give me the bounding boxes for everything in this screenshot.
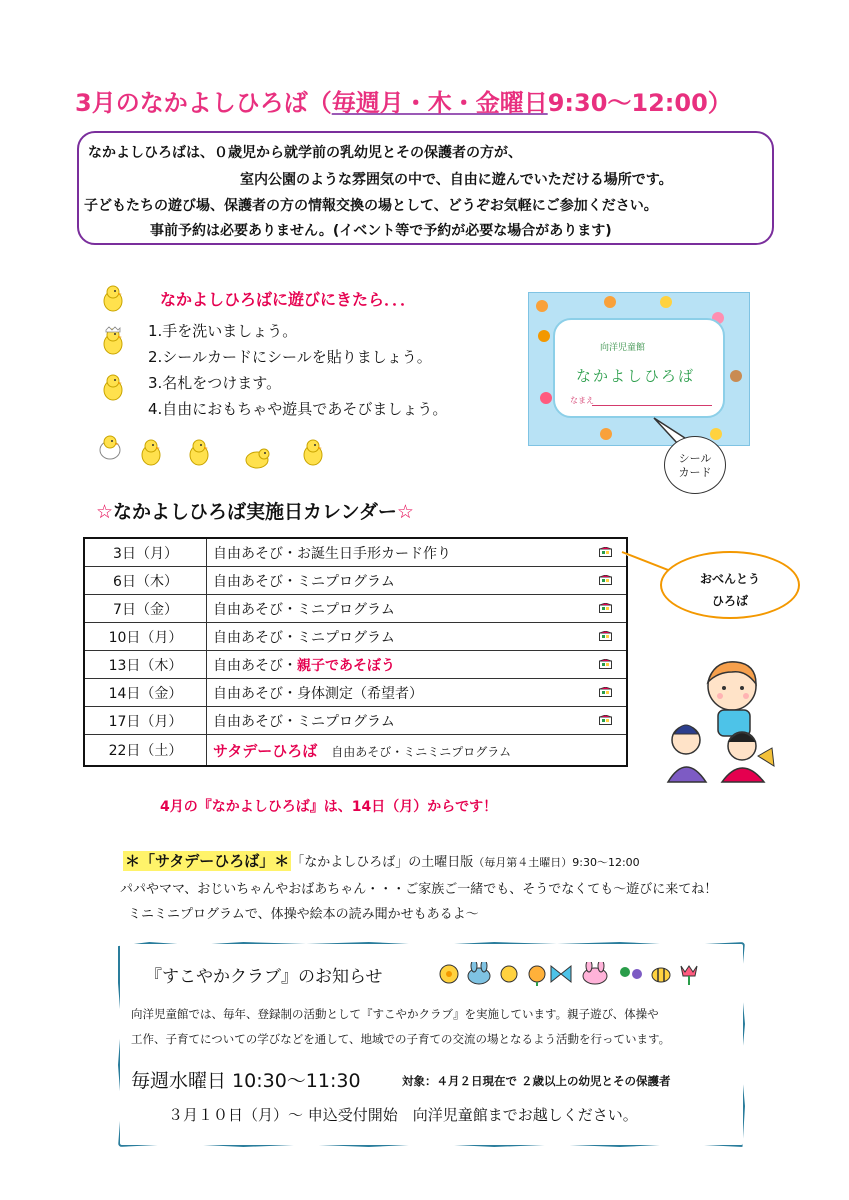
- tulip-icon: [681, 966, 697, 985]
- flower-icon: [440, 965, 458, 983]
- bento-icon: [599, 687, 612, 697]
- star-icon: ☆: [96, 501, 114, 523]
- rabbit-icon: [583, 962, 607, 984]
- calendar-date: 13日（木）: [84, 651, 207, 679]
- saturday-line: [123, 850, 640, 871]
- bento-icon: [599, 715, 612, 725]
- seal-bubble-line: カード: [678, 466, 712, 479]
- calendar-activity: 自由あそび・身体測定（希望者）: [213, 685, 423, 702]
- calendar-activity: 自由あそび・ミニプログラム: [213, 629, 395, 646]
- calendar-row: [84, 651, 627, 679]
- bento-icon: [599, 547, 612, 557]
- chick-icon: [186, 437, 212, 467]
- page-title: [75, 83, 732, 118]
- chick-icon: [97, 430, 123, 460]
- calendar-activity: 自由あそび・ミニプログラム: [213, 713, 395, 730]
- seal-card-name: なかよしひろば: [576, 367, 696, 385]
- bento-bubble-line: おべんとう: [699, 572, 760, 586]
- calendar-date: 22日（土）: [84, 735, 207, 767]
- april-note: 4月の『なかよしひろば』は、14日（月）からです！: [160, 799, 498, 815]
- calendar-activity: 自由あそび・お誕生日手形カード作り: [213, 545, 451, 562]
- cat-icon: [600, 428, 612, 440]
- child-icon: [538, 330, 550, 342]
- club-decor-icons: [437, 962, 717, 986]
- club-schedule: 毎週水曜日 10:30〜11:30: [131, 1070, 361, 1092]
- calendar-row: [84, 595, 627, 623]
- bear-icon: [730, 370, 742, 382]
- saturday-desc-small: （毎月第４土曜日）9:30〜12:00: [473, 856, 640, 869]
- rule-item: 1.手を洗いましょう。: [148, 322, 298, 340]
- cat-icon: [536, 300, 548, 312]
- flower-icon: [620, 967, 642, 979]
- chick-icon: [100, 372, 126, 402]
- bee-icon: [652, 968, 670, 982]
- bento-icon: [599, 659, 612, 669]
- calendar-activity-cell: [207, 735, 627, 767]
- chick-icon: [501, 966, 517, 982]
- bento-icon: [599, 575, 612, 585]
- calendar-heading: [96, 497, 414, 524]
- rule-item: 4.自由におもちゃや遊具であそびましょう。: [148, 400, 448, 418]
- club-target: 対象：４月２日現在で ２歳以上の幼児とその保護者: [402, 1074, 671, 1088]
- calendar-activity-cell: [207, 651, 627, 679]
- calendar-row: [84, 567, 627, 595]
- calendar-date: 3日（月）: [84, 538, 207, 567]
- seal-card-name-label: なまえ: [570, 396, 594, 405]
- chick-icon: [244, 440, 270, 470]
- saturday-line-3: ミニミニプログラムで、体操や絵本の読み聞かせもあるよ〜: [128, 907, 479, 922]
- calendar-activity: 自由あそび・ミニプログラム: [213, 573, 395, 590]
- calendar-activity: 自由あそび・ミニプログラム: [213, 601, 395, 618]
- calendar-date: 14日（金）: [84, 679, 207, 707]
- flower-icon: [540, 392, 552, 404]
- bento-icon: [599, 603, 612, 613]
- calendar-date: 7日（金）: [84, 595, 207, 623]
- star-icon: ☆: [396, 501, 414, 523]
- calendar-row: [84, 735, 627, 767]
- flower-icon: [710, 428, 722, 440]
- seal-bubble-text: [668, 452, 722, 480]
- rule-item: 3.名札をつけます。: [148, 374, 282, 392]
- saturday-line-2: パパやママ、おじいちゃんやおばあちゃん・・・ご家族ご一緒でも、そうでなくても〜遊びに来てね！: [120, 882, 718, 897]
- calendar-highlight: サタデーひろば: [213, 741, 318, 760]
- calendar-table: [83, 537, 628, 767]
- seal-bubble-line: シール: [678, 452, 712, 465]
- intro-line-2: 室内公園のような雰囲気の中で、自由に遊んでいただける場所です。: [240, 172, 673, 188]
- bear-icon: [604, 296, 616, 308]
- bento-bubble-line: ひろば: [711, 594, 748, 608]
- calendar-row: [84, 679, 627, 707]
- title-days: 毎週月・木・金曜日: [331, 89, 548, 117]
- rabbit-icon: [468, 962, 490, 984]
- saturday-desc: 「なかよしひろば」の土曜日版: [291, 855, 474, 870]
- rule-item: 2.シールカードにシールを貼りましょう。: [148, 348, 432, 366]
- title-main: 3月のなかよしひろば: [75, 89, 308, 117]
- butterfly-icon: [551, 966, 571, 982]
- calendar-date: 6日（木）: [84, 567, 207, 595]
- calendar-activity: 自由あそび・ミニミニプログラム: [331, 744, 512, 759]
- club-text-1: 向洋児童館では、毎年、登録制の活動として『すこやかクラブ』を実施しています。親子遊び、体操や: [131, 1007, 659, 1021]
- club-text-2: 工作、子育てについての学びなどを通して、地域での子育ての交流の場となるよう活動を行っています。: [131, 1032, 671, 1046]
- calendar-activity-cell: [207, 567, 627, 595]
- calendar-activity-cell: [207, 538, 627, 567]
- intro-line-1: なかよしひろばは、０歳児から就学前の乳幼児とその保護者の方が、: [88, 145, 522, 161]
- chick-icon: [300, 437, 326, 467]
- intro-line-4: 事前予約は必要ありません。(イベント等で予約が必要な場合があります): [150, 223, 612, 239]
- title-paren-close: ）: [707, 89, 732, 117]
- intro-line-3: 子どもたちの遊び場、保護者の方の情報交換の場として、どうぞお気軽にご参加ください。: [84, 198, 658, 214]
- calendar-highlight: 親子であそぼう: [297, 657, 395, 674]
- bento-icon: [599, 631, 612, 641]
- flower-icon: [529, 966, 545, 986]
- calendar-activity-cell: [207, 679, 627, 707]
- chick-icon: [100, 283, 126, 313]
- calendar-row: [84, 538, 627, 567]
- bento-bubble-text: [680, 568, 780, 612]
- club-title: 『すこやかクラブ』のお知らせ: [145, 967, 383, 987]
- calendar-activity: 自由あそび・: [213, 657, 297, 674]
- saturday-label: ＊「サタデーひろば」＊: [125, 852, 290, 870]
- seal-card-org: 向洋児童館: [600, 343, 646, 353]
- calendar-activity-cell: [207, 707, 627, 735]
- bear-icon: [660, 296, 672, 308]
- club-apply: ３月１０日（月）〜 申込受付開始 向洋児童館までお越しください。: [168, 1106, 638, 1124]
- chick-icon: [100, 325, 126, 355]
- calendar-row: [84, 623, 627, 651]
- calendar-activity-cell: [207, 623, 627, 651]
- rules-heading: なかよしひろばに遊びにきたら．．．: [160, 290, 417, 309]
- calendar-row: [84, 707, 627, 735]
- title-paren-open: （: [307, 89, 332, 117]
- kids-illustration: [662, 656, 784, 786]
- seal-card-name-line: [592, 405, 712, 406]
- calendar-date: 17日（月）: [84, 707, 207, 735]
- calendar-heading-text: なかよしひろば実施日カレンダー: [113, 501, 397, 523]
- chick-icon: [138, 437, 164, 467]
- title-time: 9:30〜12:00: [547, 89, 708, 117]
- calendar-activity-cell: [207, 595, 627, 623]
- calendar-date: 10日（月）: [84, 623, 207, 651]
